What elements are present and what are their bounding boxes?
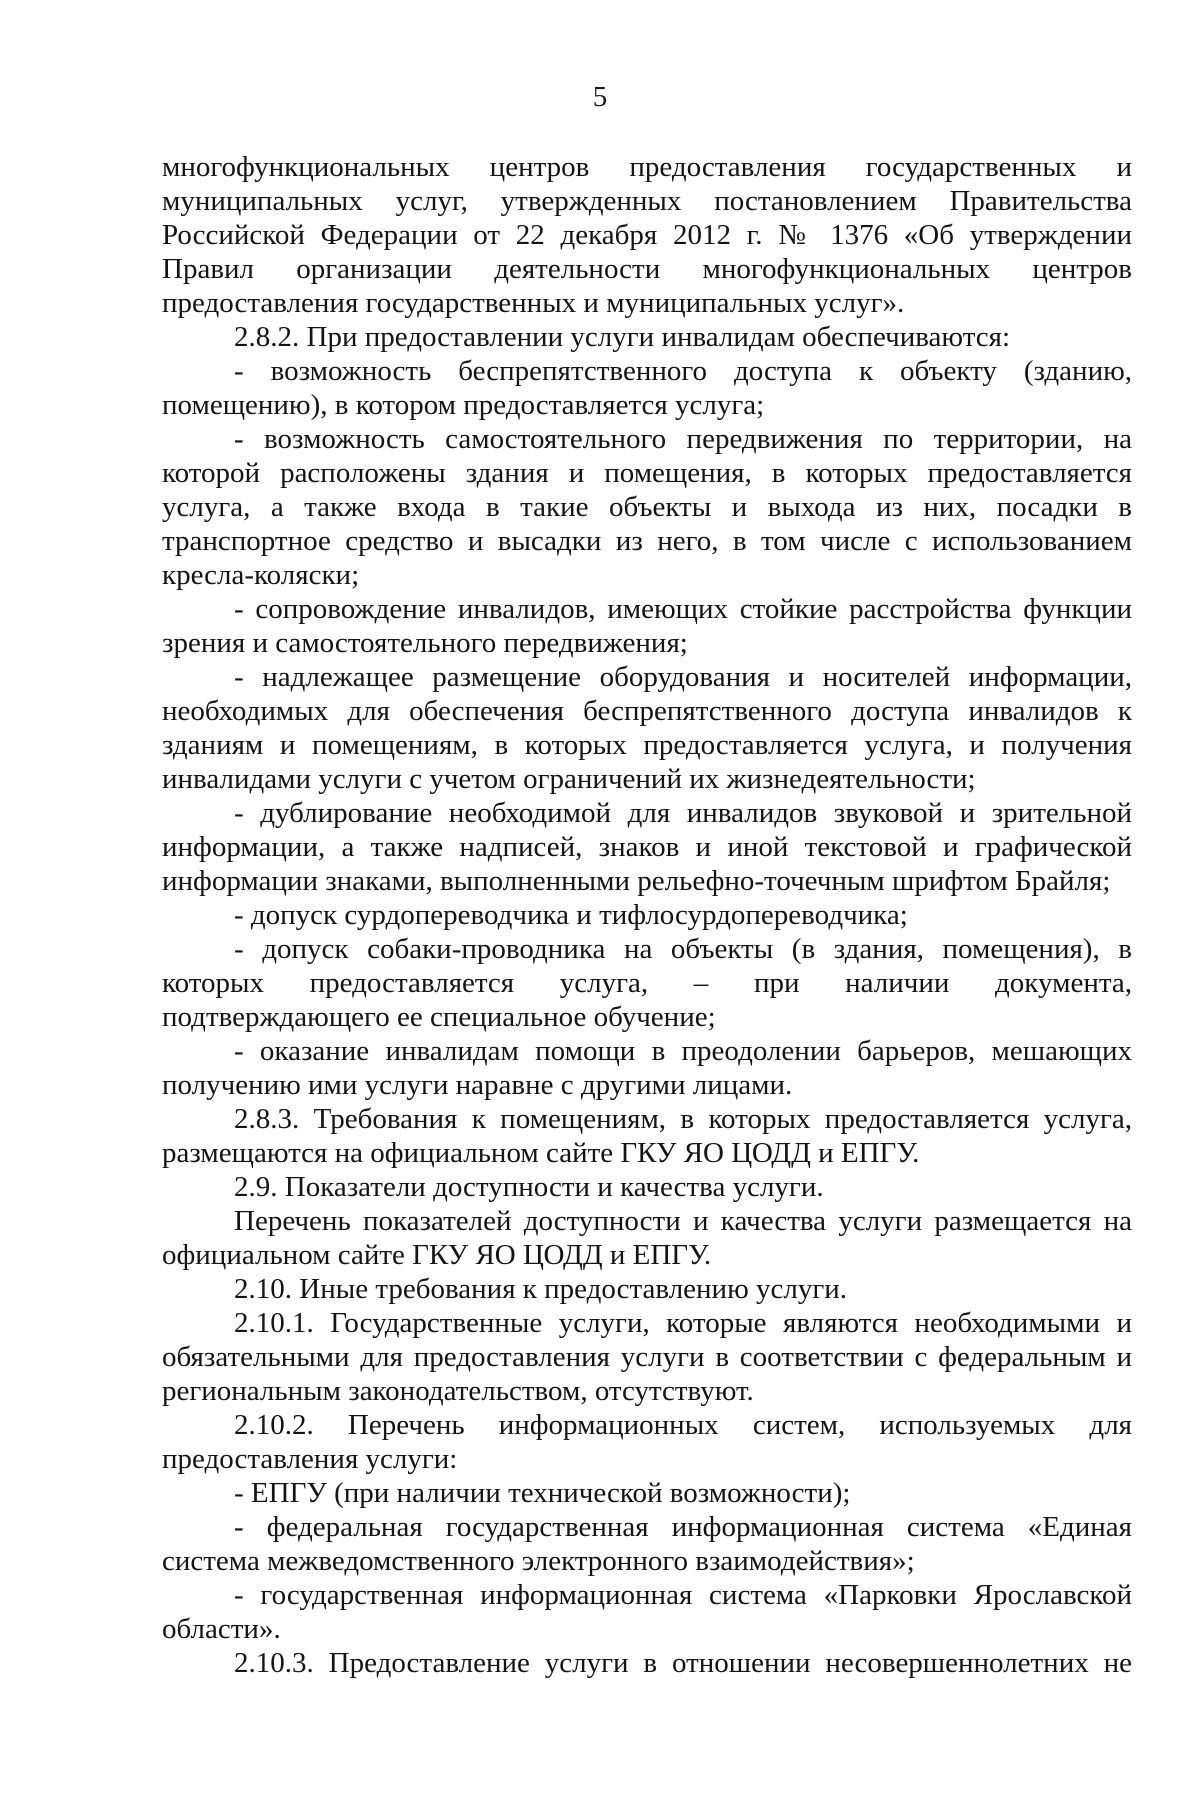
paragraph-p-2-10-1: 2.10.1. Государственные услуги, которые являются необходимыми и обязательными для предоставления услуги в соответствии с федеральным и региональным законодательством, отсутствуют. <box>162 1307 1132 1407</box>
paragraph-p-2-10-3: 2.10.3. Предоставление услуги в отношении несовершеннолетних не <box>234 1647 1132 1679</box>
paragraph-cont: многофункциональных центров предоставления государственных и муниципальных услуг, утвержденных постановлением Правительства Российской Федерации от 22 декабря 2012 г. № 1376 «Об утверждении Правил организации деятельности многофункциональных центров предоставления государственных и муниципальных услуг». <box>162 151 1132 319</box>
paragraph-p-2-8-2: 2.8.2. При предоставлении услуги инвалидам обеспечиваются: <box>234 321 1011 353</box>
document-body <box>162 150 1132 1680</box>
paragraph-s3: - государственная информационная система «Парковки Ярославской области». <box>162 1579 1132 1645</box>
paragraph-b2: - возможность самостоятельного передвижения по территории, на которой расположены здания и помещения, в которых предоставляется услуга, а также входа в такие объекты и выхода из них, посадки в транспортное средство и высадки из него, в том числе с использованием кресла-коляски; <box>162 423 1132 591</box>
paragraph-p-2-9-list: Перечень показателей доступности и качества услуги размещается на официальном сайте ГКУ ЯО ЦОДД и ЕПГУ. <box>162 1205 1132 1271</box>
paragraph-p-2-10-2: 2.10.2. Перечень информационных систем, используемых для предоставления услуги: <box>162 1409 1132 1475</box>
page-number: 5 <box>592 81 608 113</box>
paragraph-b5: - дублирование необходимой для инвалидов звуковой и зрительной информации, а также надписей, знаков и иной текстовой и графической информации знаками, выполненными рельефно-точечным шрифтом Брайля; <box>162 797 1132 897</box>
paragraph-s2: - федеральная государственная информационная система «Единая система межведомственного электронного взаимодействия»; <box>162 1511 1132 1577</box>
paragraph-b7: - допуск собаки-проводника на объекты (в здания, помещения), в которых предоставляется услуга, – при наличии документа, подтверждающего ее специальное обучение; <box>162 933 1132 1033</box>
paragraph-p-2-9: 2.9. Показатели доступности и качества услуги. <box>234 1171 824 1203</box>
paragraph-b4: - надлежащее размещение оборудования и носителей информации, необходимых для обеспечения беспрепятственного доступа инвалидов к зданиям и помещениям, в которых предоставляется услуга, и получения инвалидами услуги с учетом ограничений их жизнедеятельности; <box>162 661 1132 795</box>
paragraph-b8: - оказание инвалидам помощи в преодолении барьеров, мешающих получению ими услуги наравне с другими лицами. <box>162 1035 1132 1101</box>
paragraph-s1: - ЕПГУ (при наличии технической возможности); <box>234 1477 851 1509</box>
paragraph-b6: - допуск сурдопереводчика и тифлосурдопереводчика; <box>234 899 908 931</box>
paragraph-b1: - возможность беспрепятственного доступа к объекту (зданию, помещению), в котором предоставляется услуга; <box>162 355 1132 421</box>
paragraph-b3: - сопровождение инвалидов, имеющих стойкие расстройства функции зрения и самостоятельного передвижения; <box>162 593 1132 659</box>
paragraph-p-2-8-3: 2.8.3. Требования к помещениям, в которых предоставляется услуга, размещаются на официальном сайте ГКУ ЯО ЦОДД и ЕПГУ. <box>162 1103 1132 1169</box>
paragraph-p-2-10: 2.10. Иные требования к предоставлению услуги. <box>234 1273 847 1305</box>
